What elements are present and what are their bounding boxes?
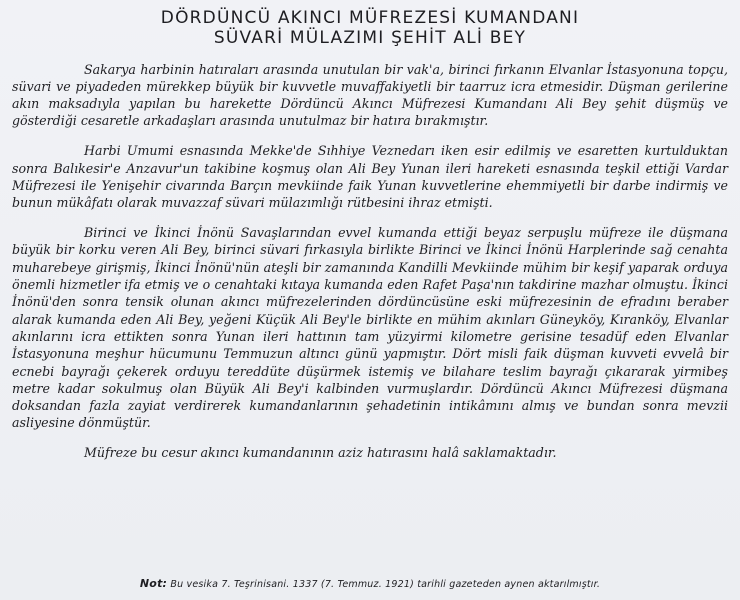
paragraph-text: Müfreze bu cesur akıncı kumandanının aziz hatırasını halâ saklamaktadır. xyxy=(84,445,557,461)
document-title-line1: DÖRDÜNCÜ AKINCI MÜFREZESİ KUMANDANI xyxy=(160,8,580,28)
paragraph-text: Harbi Umumi esnasında Mekke'de Sıhhiye Veznedarı iken esir edilmiş ve esaretten kurtulduktan sonra Balıkesir'e Anzavur'un takibine koşmuş olan Ali Bey Yunan ileri hareketi esnasında teşkil ettiği Vardar Müfrezesi ile Yenişehir civarında Barçın mevkiinde faik Yunan kuvvetlerine ehemmiyetli bir darbe indirmiş ve bunun mükâfatı olarak muvazzaf süvari mülazımlığı rütbesini ihraz etmişti. xyxy=(12,143,728,211)
paragraph-4 xyxy=(12,444,728,461)
footnote xyxy=(0,577,740,590)
paragraph-1 xyxy=(12,61,728,130)
paragraph-text: Birinci ve İkinci İnönü Savaşlarından evvel kumanda ettiği beyaz serpuşlu müfreze ile düşmana büyük bir korku veren Ali Bey, birinci süvari fırkasıyla birlikte Birinci ve İkinci İnönü Harplerinde sağ cenahta muharebeye girişmiş, İkinci İnönü'nün ateşli bir zamanında Kandilli Mevkiinde mühim bir keşif yaparak orduya önemli hizmetler ifa etmiş ve o cenahtaki kıtaya kumanda eden Rafet Paşa'nın takdirine mazhar olmuştu. İkinci İnönü'den sonra tensik olunan akıncı müfrezelerinden dördüncüsüne eski müfrezesinin de efradını beraber alarak kumanda eden Ali Bey, yeğeni Küçük Ali Bey'le birlikte en mühim akınları Güneyköy, Kıranköy, Elvanlar akınlarını icra ettikten sonra Yunan ileri hattının tam yüzyirmi kilometre gerisine tesadüf eden Elvanlar İstasyonuna meşhur hücumunu Temmuzun altıncı günü yapmıştır. Dört misli faik düşman kuvveti evvelâ bir ecnebi bayrağı çekerek orduyu tereddüte düşürmek istemiş ve bilahare teslim bayrağı çıkararak yirmibeş metre kadar sokulmuş olan Büyük Ali Bey'i kalbinden vurmuşlardır. Dördüncü Akıncı Müfrezesi düşmana doksandan fazla zayiat verdirerek kumandanlarının şehadetinin intikâmını almış ve bundan sonra mevzii asliyesine dönmüştür. xyxy=(12,225,728,431)
paragraph-text: Sakarya harbinin hatıraları arasında unutulan bir vak'a, birinci fırkanın Elvanlar İstasyonuna topçu, süvari ve piyadeden mürekkep büyük bir kuvvetle muvaffakiyetli bir taarruz icra etmesidir. Düşman gerilerine akın maksadıyla yapılan bu harekette Dördüncü Akıncı Müfrezesi Kumandanı Ali Bey şehit düşmüş ve gösterdiği cesaretle arkadaşları arasında unutulmaz bir hatıra bırakmıştır. xyxy=(12,61,728,129)
footnote-text: Bu vesika 7. Teşrinisani. 1337 (7. Temmuz. 1921) tarihli gazeteden aynen aktarılmıştır. xyxy=(170,579,601,590)
paragraph-3 xyxy=(12,224,728,432)
document-title-line2: SÜVARİ MÜLAZIMI ŞEHİT ALİ BEY xyxy=(213,28,527,48)
paragraph-2 xyxy=(12,142,728,211)
document-body xyxy=(12,61,728,462)
footnote-label: Not: xyxy=(139,577,168,590)
